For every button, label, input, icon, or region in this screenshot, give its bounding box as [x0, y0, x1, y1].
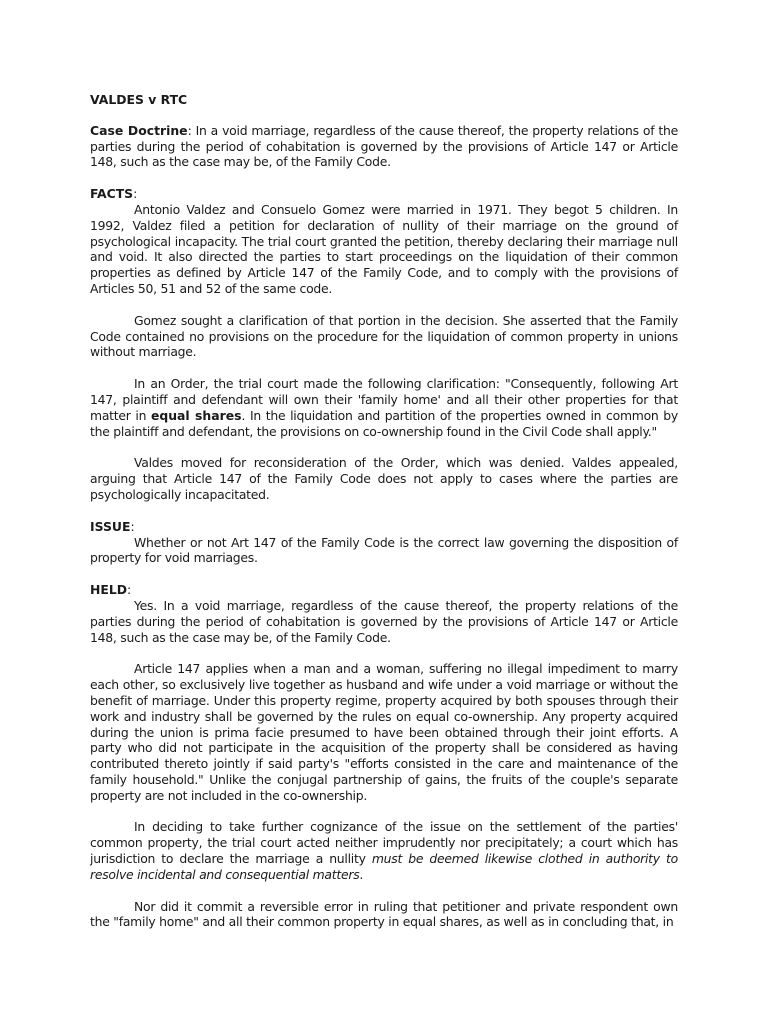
facts-label: FACTS [90, 186, 134, 202]
case-title: VALDES v RTC [90, 92, 188, 107]
equal-shares-emphasis: equal shares [150, 407, 242, 423]
held-paragraph-4: Nor did it commit a reversible error in ruling that petitioner and private respondent own the "family home" and all their common property in equal shares, as well as in concluding that, in [90, 898, 678, 930]
issue-paragraph: Whether or not Art 147 of the Family Code is the correct law governing the disposition of property for void marriages. [90, 534, 678, 566]
held-p3-text-a: In deciding to take further cognizance of the issue on the settlement of the parties' common property, the trial court acted neither imprudently nor precipitately; a court which has jurisdiction to declare the marriage a nullity [90, 819, 678, 867]
facts-heading [90, 186, 678, 202]
facts-paragraph-2: Gomez sought a clarification of that portion in the decision. She asserted that the Family Code contained no provisions on the procedure for the liquidation of common property in unions without marriage. [90, 312, 678, 360]
case-doctrine-paragraph [90, 123, 678, 170]
facts-paragraph-3 [90, 376, 678, 439]
held-paragraph-2: Article 147 applies when a man and a woman, suffering no illegal impediment to marry each other, so exclusively live together as husband and wife under a void marriage or without the benefit of marriage. Under this property regime, property acquired by both spouses through their work and industry shall be governed by the rules on equal co-ownership. Any property acquired during the union is prima facie presumed to have been obtained through their joint efforts. A party who did not participate in the acquisition of the property shall be considered as having contributed thereto jointly if said party's "efforts consisted in the care and maintenance of the family household." Unlike the conjugal partnership of gains, the fruits of the couple's separate property are not included in the co-ownership. [90, 661, 678, 803]
facts-paragraph-1: Antonio Valdez and Consuelo Gomez were married in 1971. They begot 5 children. In 1992, Valdez filed a petition for declaration of nullity of their marriage on the ground of psychological incapacity. The trial court granted the petition, thereby declaring their marriage null and void. It also directed the parties to start proceedings on the liquidation of their common properties as defined by Article 147 of the Family Code, and to comply with the provisions of Articles 50, 51 and 52 of the same code. [90, 201, 678, 296]
held-paragraph-1: Yes. In a void marriage, regardless of the cause thereof, the property relations of the parties during the period of cohabitation is governed by the provisions of Article 147 or Article 148, such as the case may be, of the Family Code. [90, 597, 678, 645]
held-p3-italic: must be deemed likewise clothed in authority to resolve incidental and consequential matters [90, 851, 678, 882]
facts-p3-text-a: In an Order, the trial court made the following clarification: "Consequently, following Art 147, plaintiff and defendant will own their 'family home' and all their other properties for that matter in [90, 376, 678, 423]
facts-p3-text-b: . In the liquidation and partition of the properties owned in common by the plaintiff and defendant, the provisions on co-ownership found in the Civil Code shall apply." [90, 407, 678, 439]
case-doctrine-label: Case Doctrine [90, 122, 188, 138]
document-page [90, 92, 678, 946]
case-doctrine-text: : In a void marriage, regardless of the cause thereof, the property relations of the parties during the period of cohabitation is governed by the provisions of Article 147 or Article 148, such as the case may be, of the Family Code. [90, 122, 678, 170]
facts-paragraph-4: Valdes moved for reconsideration of the Order, which was denied. Valdes appealed, arguing that Article 147 of the Family Code does not apply to cases where the parties are psychologically incapacitated. [90, 455, 678, 502]
facts-colon: : [133, 186, 138, 202]
held-heading [90, 582, 678, 598]
held-p3-text-b: . [359, 866, 364, 882]
issue-colon: : [130, 518, 135, 534]
held-colon: : [127, 582, 131, 598]
held-label: HELD [90, 582, 128, 598]
issue-label: ISSUE [90, 518, 131, 534]
held-paragraph-3 [90, 819, 678, 882]
issue-heading [90, 519, 678, 535]
